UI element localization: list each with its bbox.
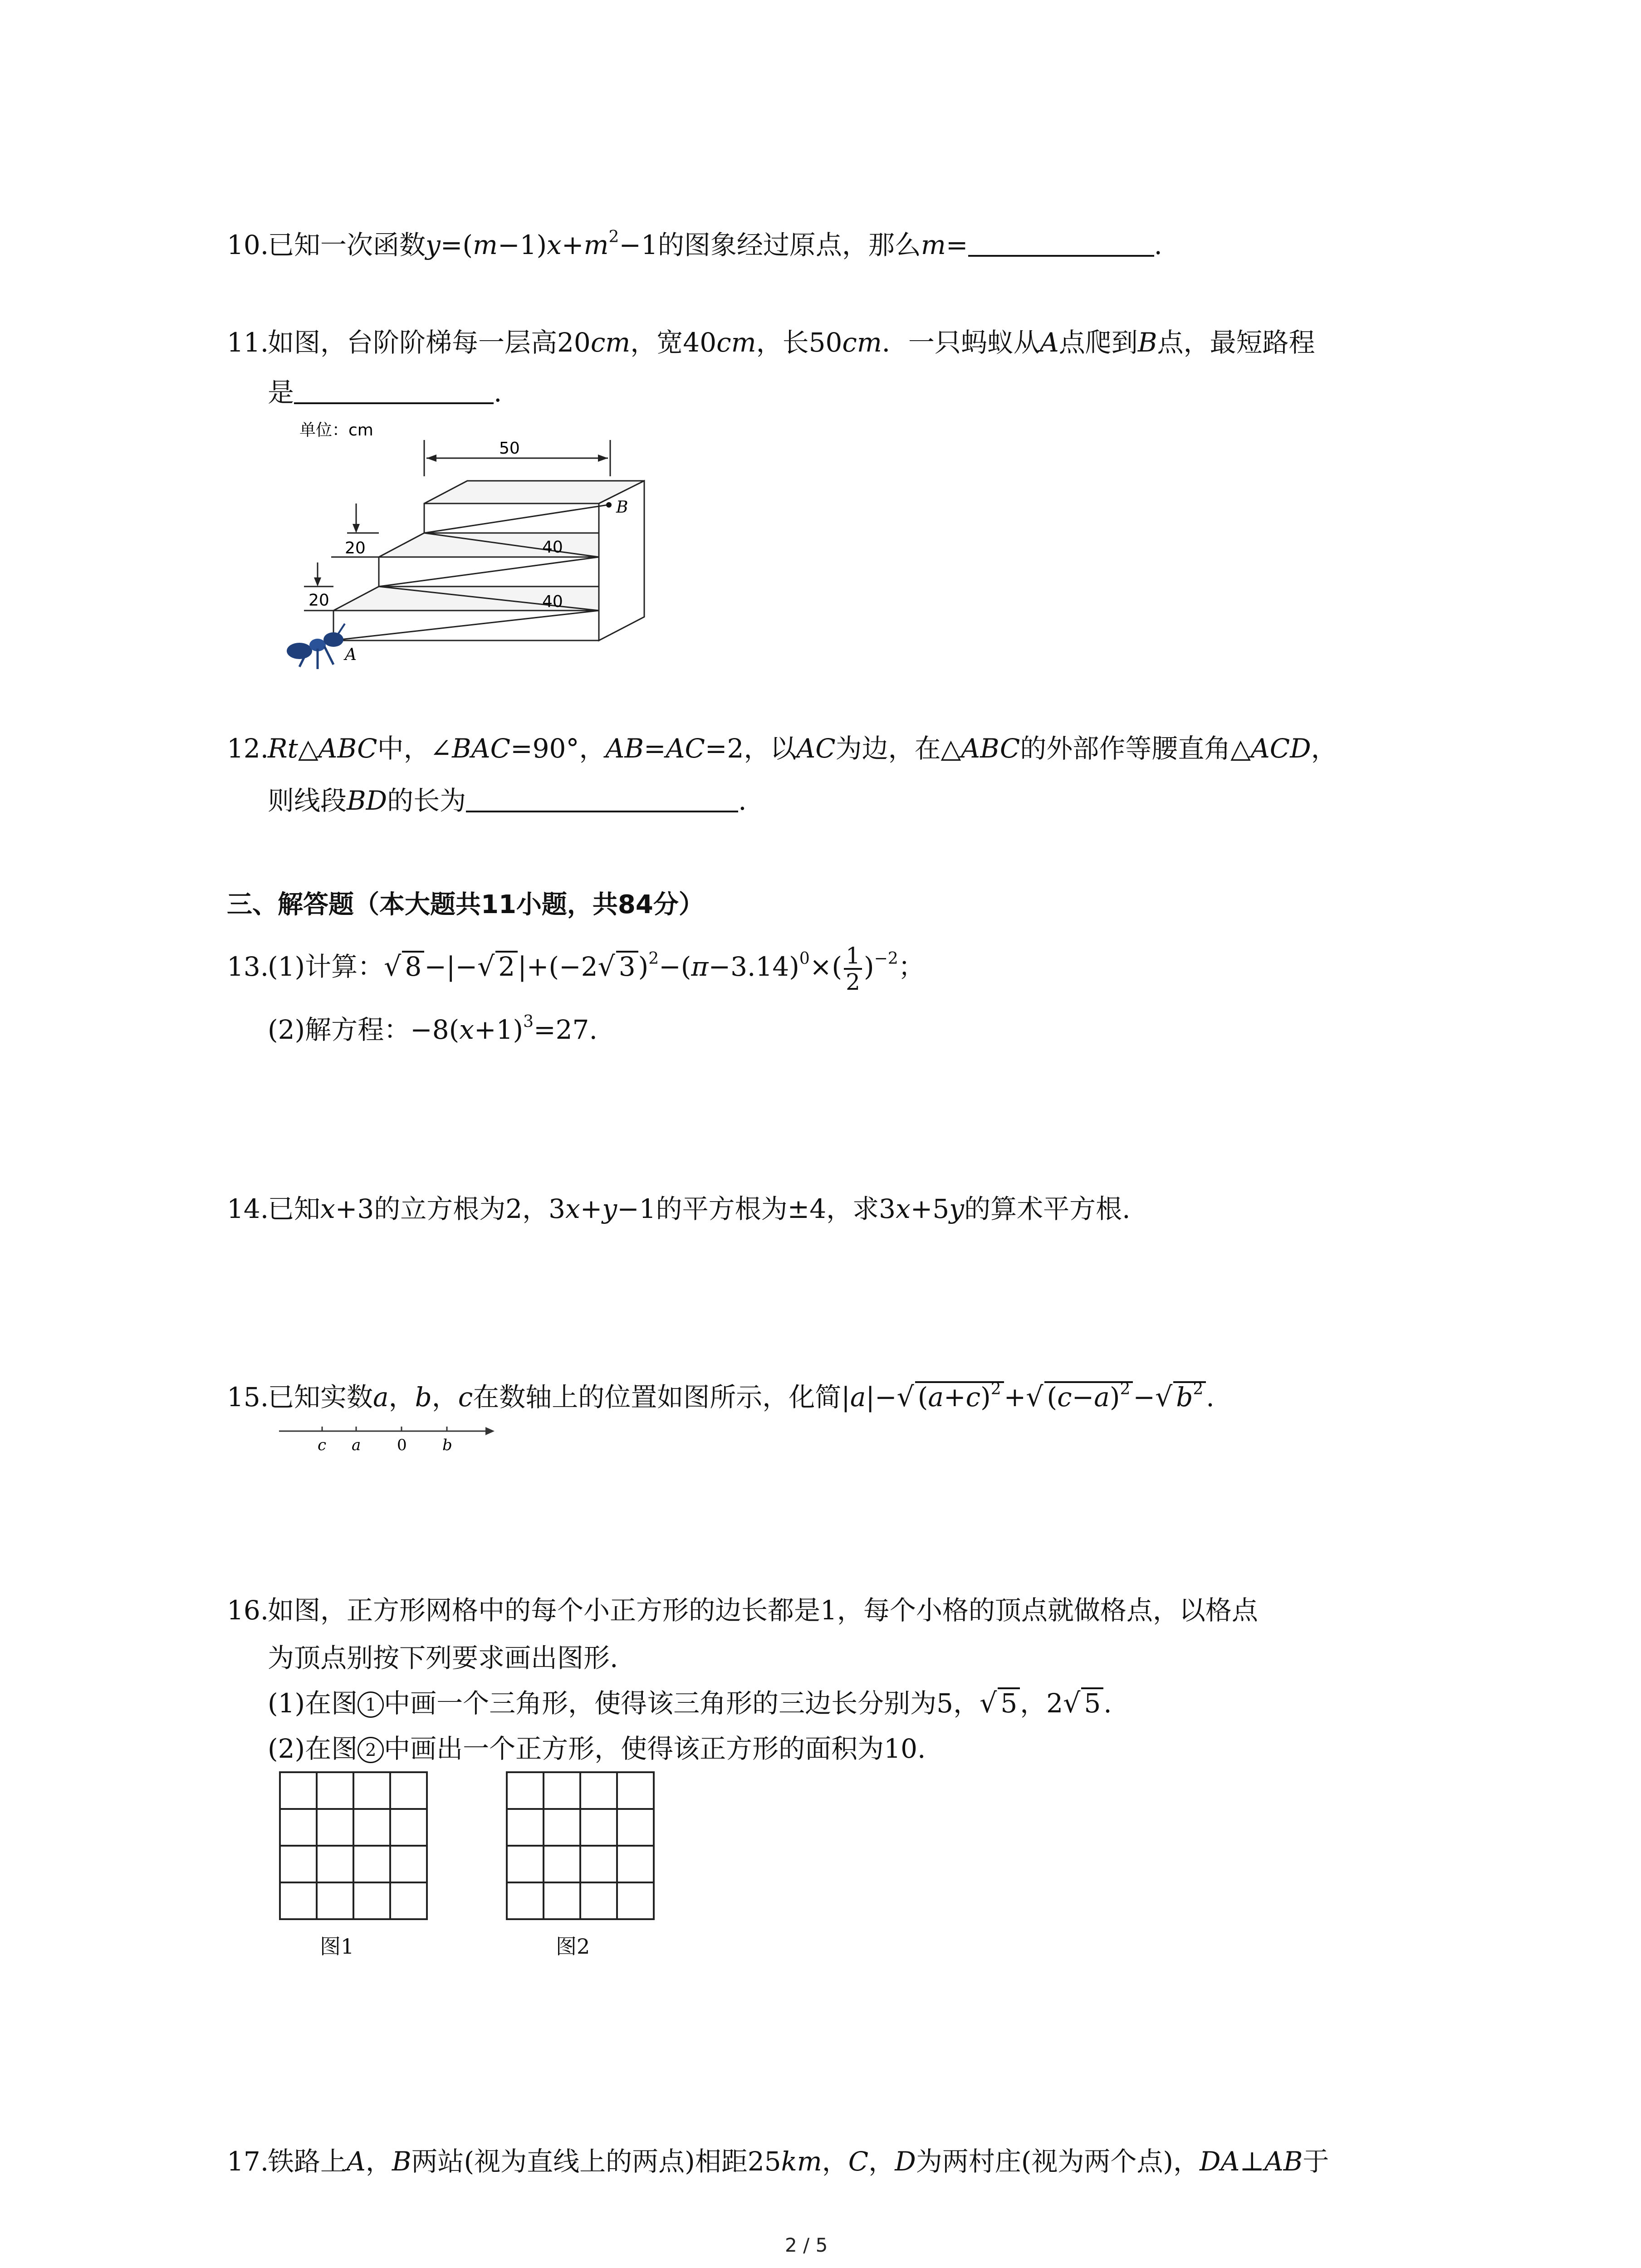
question-number: 13. — [227, 951, 269, 982]
question-16: 16.如图，正方形网格中的每个小正方形的边长都是1，每个小格的顶点就做格点，以格点 — [227, 1592, 1258, 1628]
question-16-part2: (2)在图 2 中画出一个正方形，使得该正方形的面积为10. — [268, 1733, 926, 1764]
label-c: c — [318, 1436, 327, 1454]
label-zero: 0 — [397, 1436, 407, 1454]
step-tread — [379, 533, 599, 557]
page-number: 2 / 5 — [785, 2234, 828, 2256]
figure-1-caption: 图1 — [320, 1934, 354, 1959]
grid-figure-2[interactable] — [506, 1771, 656, 1921]
width-label: 40 — [542, 592, 563, 611]
question-number: 16. — [227, 1595, 269, 1626]
figure-2-caption: 图2 — [556, 1934, 590, 1959]
question-number: 15. — [227, 1382, 269, 1413]
section-header: 三、解答题（本大题共11小题，共84分） — [227, 890, 704, 919]
number-line — [277, 1418, 504, 1463]
point-b — [606, 502, 612, 508]
question-number: 11. — [227, 327, 269, 358]
question-number: 17. — [227, 2146, 269, 2177]
question-number: 10. — [227, 230, 269, 260]
width-label: 40 — [542, 538, 563, 557]
arrow-head — [314, 577, 321, 587]
label-b: b — [442, 1436, 452, 1454]
question-11-line2: 是 . — [268, 377, 502, 408]
question-13: 13.(1)计算：√ 8 −|−√ 2 |+(−2√ 3 )$^2-(\pi-3.14)^0\times$( $\frac{1}{2}$ )$^{-2}$； — [227, 943, 925, 995]
answer-blank[interactable] — [968, 255, 1154, 257]
question-15: 15.已知实数a，b，c在数轴上的位置如图所示，化简|a|−√ $(a+c)^2$ +√ $(c-a)^2$ −√ $b^2$ . — [227, 1379, 1215, 1415]
arrow-head — [426, 455, 436, 462]
height-label: 20 — [309, 591, 329, 610]
stairs-figure — [272, 413, 681, 676]
question-11: 11.如图，台阶阶梯每一层高20cm，宽40cm，长50cm．一只蚂蚁从A点爬到B点，最短路程 — [227, 324, 1315, 361]
question-12-line2: 则线段BD的长为 . — [268, 785, 747, 816]
arrow-head — [485, 1427, 495, 1435]
label-a: A — [345, 645, 357, 664]
grid-figure-1[interactable] — [279, 1771, 429, 1921]
question-13-part2: (2)解方程：$-8(x+1)^3=27$. — [268, 1012, 598, 1045]
height-label: 20 — [345, 539, 366, 557]
question-number: 14. — [227, 1193, 269, 1224]
question-17: 17.铁路上A，B两站(视为直线上的两点)相距25km，C，D为两村庄(视为两个点)，DA⊥AB于 — [227, 2143, 1329, 2180]
fraction: $\frac{1}{2}$ — [844, 943, 862, 994]
unit-label: 单位：cm — [299, 421, 373, 440]
question-10: 10.已知一次函数$y=(m-1)x+m^2-1$的图象经过原点，那么m= . — [227, 227, 1162, 263]
answer-blank[interactable] — [466, 811, 738, 812]
question-16-line2: 为顶点别按下列要求画出图形. — [268, 1642, 618, 1673]
length-label: 50 — [499, 439, 520, 458]
question-14: 14.已知x+3的立方根为2，3x+y−1的平方根为±4，求3x+5y的算术平方根. — [227, 1191, 1131, 1227]
question-12: 12.Rt△ABC中，∠BAC=90°，AB=AC=2，以AC为边，在△ABC的外部作等腰直角△ACD， — [227, 730, 1337, 767]
label-b: B — [616, 498, 628, 517]
arrow-head — [353, 524, 360, 533]
arrow-head — [598, 455, 608, 462]
answer-blank[interactable] — [294, 402, 494, 404]
question-16-part1: (1)在图 1 中画一个三角形，使得该三角形的三边长分别为5，√ 5 ，2√ 5 . — [268, 1687, 1112, 1719]
question-number: 12. — [227, 733, 269, 764]
label-a: a — [352, 1436, 361, 1454]
